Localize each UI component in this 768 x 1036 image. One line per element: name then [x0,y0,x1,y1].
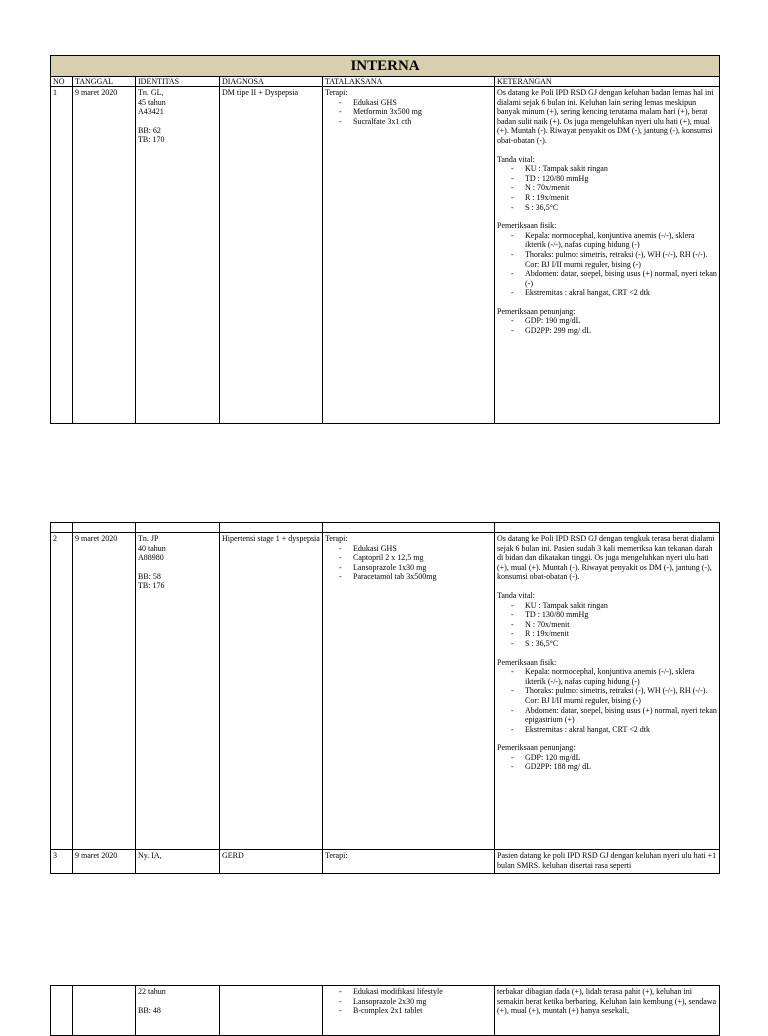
terapi-list [325,98,492,127]
terapi-list [325,987,492,1016]
col-header-keterangan: KETERANGAN [495,77,720,87]
identitas-age: 22 tahun [138,987,166,996]
row-tatalaksana [323,87,495,424]
fisik-item: - Thoraks: pulmo: simetris, retraksi (-), WH (-/-), RH (-/-). Cor: BJ I/II murni reguler, bising (-) [511,686,717,705]
vital-item: - R : 19x/menit [511,629,717,639]
row-identitas: Ny. IA, [136,850,220,874]
vital-label: Tanda vital: [497,154,535,164]
row-keterangan [495,87,720,424]
penunjang-list [497,316,717,335]
vital-item: - N : 70x/menit [511,183,717,193]
vital-label: Tanda vital: [497,590,535,600]
identitas-rm: A43421 [138,107,164,117]
table-title: INTERNA [51,56,720,77]
col-header-no: NO [51,77,73,87]
terapi-item: - Edukasi GHS [339,98,492,108]
fisik-item: - Abdomen: datar, soepel, bising usus (+) normal, nyeri tekan epigastrium (+) [511,706,717,725]
penunjang-label: Pemeriksaan penunjang: [497,306,576,316]
terapi-item: - Metformin 3x500 mg [339,107,492,117]
vital-item: - S : 36,5°C [511,639,717,649]
col-header-tanggal: TANGGAL [73,77,136,87]
col-header-diagnosa: DIAGNOSA [220,77,323,87]
table-row-continued [51,986,720,1036]
table-row [51,87,720,424]
identitas-bb: BB: 62 [138,125,161,135]
row-tanggal: 9 maret 2020 [73,533,136,850]
identitas-name: Tn. GL, [138,88,164,97]
terapi-item: - Captopril 2 x 12,5 mg [339,553,492,563]
row-diagnosa: GERD [220,850,323,874]
identitas-bb: BB: 48 [138,1005,161,1015]
vital-item: - R : 19x/menit [511,193,717,203]
row-diagnosa [220,986,323,1036]
identitas-rm: A88980 [138,553,164,563]
fisik-list [497,231,717,298]
row-tanggal: 9 maret 2020 [73,850,136,874]
row-no [51,986,73,1036]
row-no: 1 [51,87,73,424]
identitas-age: 40 tahun [138,543,166,553]
row-diagnosa: DM tipe II + Dyspepsia [220,87,323,424]
fisik-item: - Abdomen: datar, soepel, bising usus (+) normal, nyeri tekan (-) [511,269,717,288]
interna-table-continued [50,522,720,874]
row-identitas [136,986,220,1036]
penunjang-item: - GD2PP: 188 mg/ dL [511,762,717,772]
terapi-item: - B-complex 2x1 tablet [339,1006,492,1016]
table-row [51,850,720,874]
row-no: 3 [51,850,73,874]
header-row [51,77,720,87]
blank-header-row [51,523,720,533]
row-identitas [136,87,220,424]
vital-list [497,164,717,212]
col-header-identitas: IDENTITAS [136,77,220,87]
vital-item: - TD : 120/80 mmHg [511,174,717,184]
row-no: 2 [51,533,73,850]
identitas-tb: TB: 170 [138,135,165,145]
terapi-item: - Edukasi modifikasi lifestyle [339,987,492,997]
fisik-list [497,667,717,734]
fisik-item: - Ekstremitas : akral hangat, CRT <2 dtk [511,288,717,298]
interna-table [50,55,720,424]
vital-list [497,601,717,649]
fisik-item: - Ekstremitas : akral hangat, CRT <2 dtk [511,725,717,735]
terapi-label: Terapi: [325,88,348,97]
fisik-item: - Thoraks: pulmo: simetris, retraksi (-), WH (-/-), RH (-/-). Cor: BJ I/II murni reguler, bising (-) [511,250,717,269]
fisik-item: - Kepala: normocephal, konjuntiva anemis (-/-), sklera ikterik (-/-), nafas cuping hidung (-) [511,231,717,250]
interna-table-page3 [50,985,720,1036]
row-keterangan: Pasien datang ke poli IPD RSD GJ dengan keluhan nyeri ulu hati +1 bulan SMRS. keluhan disertai rasa seperti [495,850,720,874]
fisik-label: Pemeriksaan fisik: [497,221,557,231]
anamnesis-text: Os datang ke Poli IPD RSD GJ dengan tengkuk terasa berat dialami sejak 6 bulan ini. Pasien sudah 3 kali memeriksa kan tekanan darah di bidan dan dikatakan tinggi. Os juga mengeluhkan nyeri ulu hati (+), mual (+). Muntah (-). Riwayat penyakit os DM (-), jantung (-), konsumsi obat-obatan (-). [497,534,715,582]
row-tatalaksana [323,533,495,850]
terapi-item: - Paracetamol tab 3x500mg [339,572,492,582]
row-tanggal: 9 maret 2020 [73,87,136,424]
terapi-list [325,544,492,582]
identitas-tb: TB: 176 [138,581,165,591]
identitas-bb: BB: 58 [138,571,161,581]
penunjang-item: - GDP: 120 mg/dL [511,753,717,763]
anamnesis-text: Os datang ke Poli IPD RSD GJ dengan keluhan badan lemas hal ini dialami sejak 6 bulan ini. Keluhan lain sering lemas meskipun banyak minum (+), sering kencing terutama malam hari (+), berat badan sulit naik (+). Os juga mengeluhkan nyeri ulu hati (+), mual (+). Muntah (-). Riwayat penyakit os DM (-), jantung (-), konsumsi obat-obatan (-). [497,88,714,145]
penunjang-item: - GDP: 190 mg/dL [511,316,717,326]
terapi-item: - Edukasi GHS [339,544,492,554]
row-keterangan: terbakar dibagian dada (+), lidah terasa pahit (+), keluhan ini semakin berat ketika berbaring. Keluhan lain kembung (+), sendawa (+), mual (+), muntah (+) hanya sesekali, [495,986,720,1036]
col-header-tatalaksana: TATALAKSANA [323,77,495,87]
penunjang-list [497,753,717,772]
vital-item: - TD : 130/80 mmHg [511,610,717,620]
terapi-item: - Lansoprazole 1x30 mg [339,563,492,573]
fisik-label: Pemeriksaan fisik: [497,657,557,667]
terapi-item: - Sucralfate 3x1 cth [339,117,492,127]
row-keterangan [495,533,720,850]
vital-item: - N : 70x/menit [511,620,717,630]
row-tatalaksana [323,986,495,1036]
table-row [51,533,720,850]
identitas-age: 45 tahun [138,97,166,107]
identitas-name: Tn. JP [138,534,159,543]
vital-item: - S : 36,5°C [511,203,717,213]
vital-item: - KU : Tampak sakit ringan [511,601,717,611]
penunjang-label: Pemeriksaan penunjang: [497,743,576,753]
row-diagnosa: Hipertensi stage 1 + dyspepsia [220,533,323,850]
penunjang-item: - GD2PP: 299 mg/ dL [511,326,717,336]
row-tanggal [73,986,136,1036]
terapi-label: Terapi: [325,534,348,543]
row-identitas [136,533,220,850]
row-tatalaksana: Terapi: [323,850,495,874]
fisik-item: - Kepala: normocephal, konjuntiva anemis (-/-), sklera ikterik (-/-), nafas cuping hidung (-) [511,667,717,686]
vital-item: - KU : Tampak sakit ringan [511,164,717,174]
terapi-item: - Lansoprazole 2x30 mg [339,997,492,1007]
